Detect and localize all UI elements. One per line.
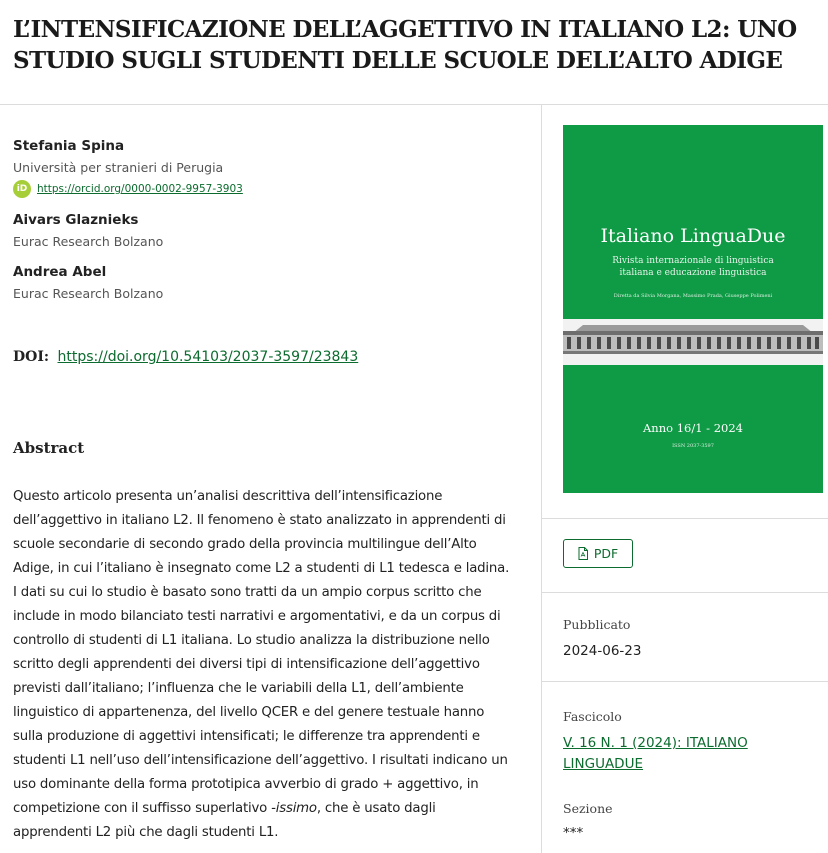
issue-label: Fascicolo bbox=[563, 709, 622, 724]
pdf-button-label: PDF bbox=[593, 546, 619, 561]
journal-cover-image[interactable] bbox=[563, 125, 823, 493]
author-entry bbox=[13, 137, 243, 198]
cover-subtitle bbox=[563, 255, 823, 279]
abstract-heading: Abstract bbox=[13, 439, 85, 457]
section-value: *** bbox=[563, 825, 584, 841]
column-divider bbox=[541, 104, 542, 853]
abstract-text-main: Questo articolo presenta un’analisi descrittiva dell’intensificazione dell’aggettivo in italiano L2. Il fenomeno è stato analizzato in apprendenti di scuole secondarie di secondo grado della provincia multilingue dell’Alto Adige, in cui l’italiano è insegnato come L2 a studenti di L1 tedesca e ladina. I dati su cui lo studio è basato sono tratti da un ampio corpus scritto che include in modo bilanciato testi narrativi e argomentativi, e da un corpus di controllo di studenti di L1 italiana. Lo studio analizza la distribuzione nello scritto degli apprendenti dei diversi tipi di intensificazione dell’aggettivo previsti dall’italiano; l’influenza che le variabili della L1, dell’ambiente linguistico di appartenenza, del livello QCER e del genere testuale hanno sulla produzione di aggettivi intensificati; le differenze tra apprendenti e studenti L1 nell’uso dell’intensificazione dell’aggettivo. I risultati indicano un uso dominante della forma prototipica avverbio di grado + aggettivo, in competizione con il suffisso superlativo bbox=[13, 489, 510, 816]
orcid-row bbox=[13, 180, 243, 198]
pdf-button[interactable] bbox=[563, 539, 633, 568]
author-name: Stefania Spina bbox=[13, 138, 125, 154]
author-affiliation: Eurac Research Bolzano bbox=[13, 286, 164, 301]
cover-subtitle-line: italiana e educazione linguistica bbox=[619, 268, 767, 278]
doi-row bbox=[13, 349, 358, 365]
issue-link[interactable]: V. 16 N. 1 (2024): ITALIANO LINGUADUE bbox=[563, 735, 748, 772]
author-entry bbox=[13, 211, 163, 251]
cover-issn: ISSN 2037-3597 bbox=[672, 443, 714, 449]
cover-title: Italiano LinguaDue bbox=[600, 225, 786, 247]
cover-building-illustration bbox=[563, 319, 823, 365]
abstract-text bbox=[13, 485, 513, 845]
author-affiliation: Università per stranieri di Perugia bbox=[13, 160, 224, 175]
doi-label: DOI: bbox=[13, 349, 50, 365]
author-entry bbox=[13, 263, 163, 303]
building-illustration bbox=[563, 319, 823, 365]
author-affiliation: Eurac Research Bolzano bbox=[13, 234, 164, 249]
cover-subtitle-line: Rivista internazionale di linguistica bbox=[612, 256, 774, 266]
sidebar-divider bbox=[542, 592, 828, 593]
header-divider bbox=[0, 104, 828, 105]
orcid-link[interactable]: https://orcid.org/0000-0002-9957-3903 bbox=[37, 183, 243, 195]
pdf-file-icon bbox=[578, 547, 588, 560]
published-label: Pubblicato bbox=[563, 617, 631, 632]
doi-link[interactable]: https://doi.org/10.54103/2037-3597/23843 bbox=[57, 349, 359, 365]
author-name: Andrea Abel bbox=[13, 264, 107, 280]
article-title: L’INTENSIFICAZIONE DELL’AGGETTIVO IN ITALIANO L2: UNO STUDIO SUGLI STUDENTI DELLE SCUOLE DELL’ALTO ADIGE bbox=[13, 16, 797, 74]
author-name: Aivars Glaznieks bbox=[13, 212, 139, 228]
abstract-text-italic: -issimo bbox=[271, 801, 317, 816]
cover-issue: Anno 16/1 - 2024 bbox=[643, 421, 743, 435]
cover-directors: Diretta da Silvia Morgana, Massimo Prada, Giuseppe Polimeni bbox=[613, 293, 773, 299]
published-date: 2024-06-23 bbox=[563, 643, 642, 659]
sidebar-divider bbox=[542, 518, 828, 519]
orcid-icon: iD bbox=[13, 180, 31, 198]
sidebar-divider bbox=[542, 681, 828, 682]
abstract-text-end: , che è usato dagli apprendenti L2 più che dagli studenti L1. bbox=[13, 801, 436, 840]
section-label: Sezione bbox=[563, 801, 613, 816]
